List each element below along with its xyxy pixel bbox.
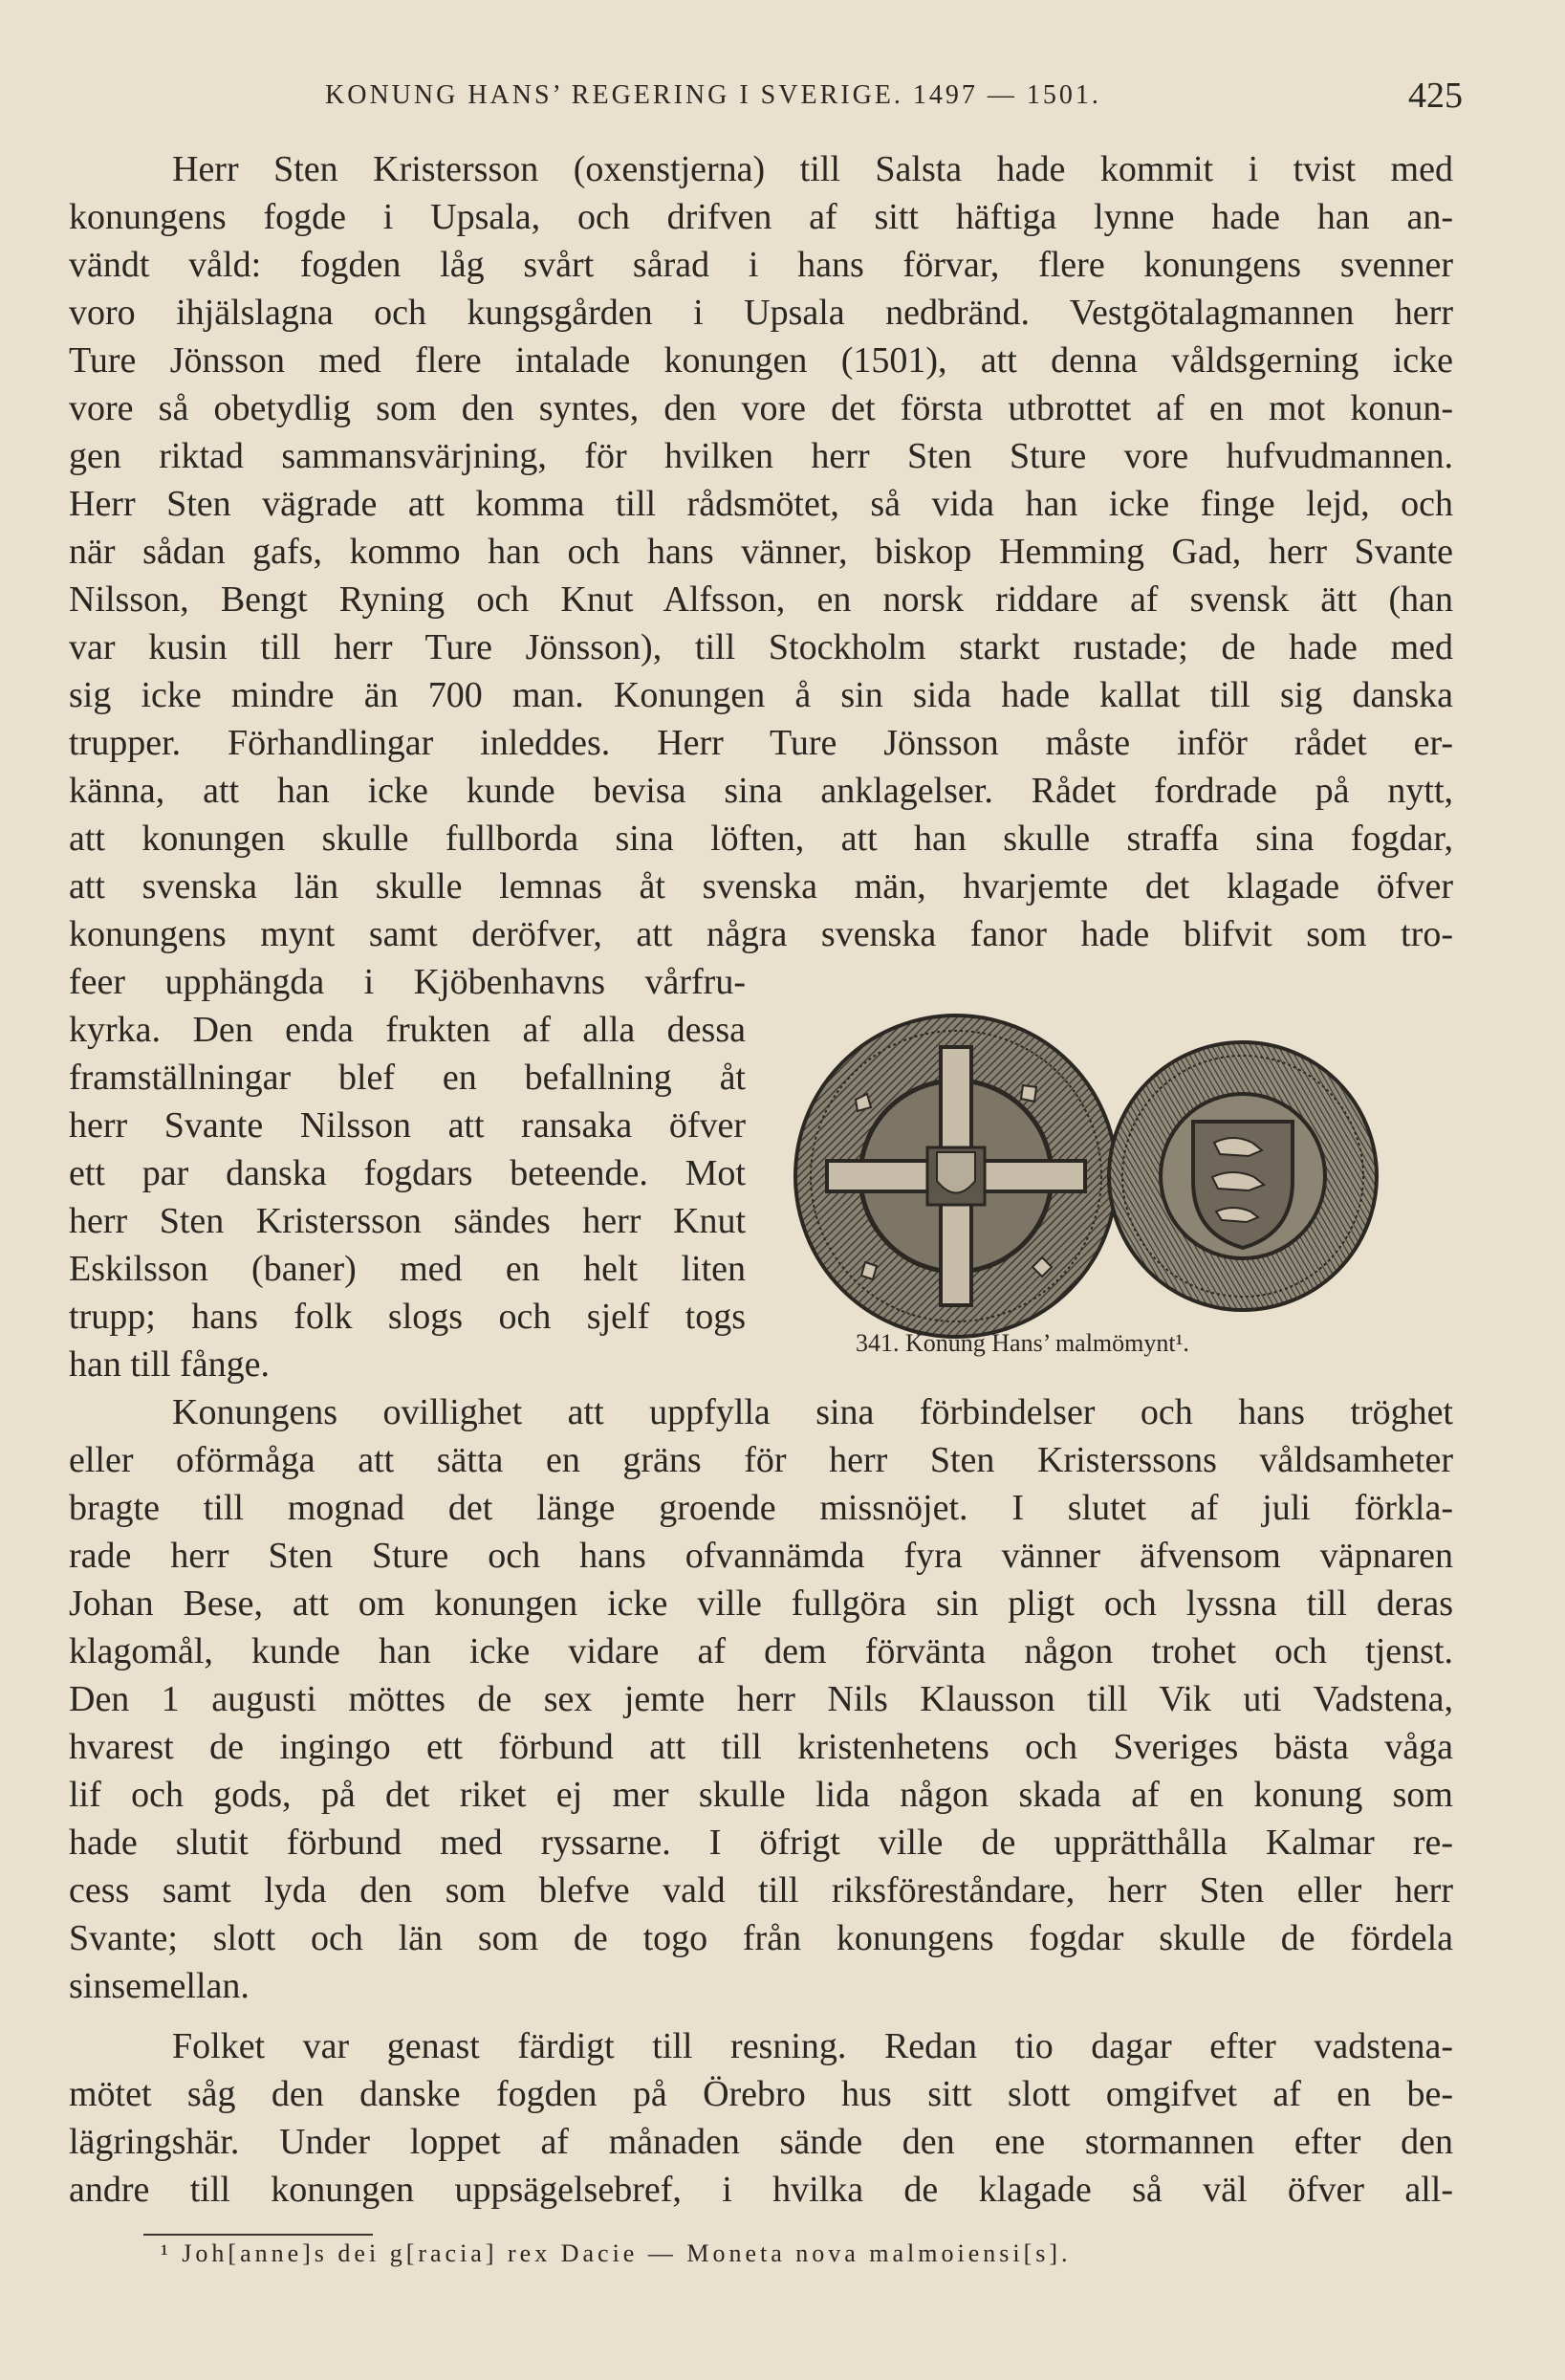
footnote: ¹ Joh[anne]s dei g[racia] rex Dacie — Moneta nova malmoiensi[s]. xyxy=(161,2239,1072,2267)
text-line: när sådan gafs, kommo han och hans vänner, biskop Hemming Gad, herr Svante xyxy=(69,532,1453,572)
text-line: Johan Bese, att om konungen icke ville fullgöra sin pligt och lyssna till deras xyxy=(69,1583,1453,1624)
text-line: hade slutit förbund med ryssarne. I öfrigt ville de upprätthålla Kalmar re- xyxy=(69,1823,1453,1863)
text-line: lägringshär. Under loppet af månaden sände den ene stormannen efter den xyxy=(69,2122,1453,2162)
text-line: kyrka. Den enda frukten af alla dessa xyxy=(69,1010,746,1050)
text-line: eller oförmåga att sätta en gräns för herr Sten Kristerssons våldsamheter xyxy=(69,1440,1453,1480)
text-line: Eskilsson (baner) med en helt liten xyxy=(69,1249,746,1289)
text-line: sig icke mindre än 700 man. Konungen å sin sida hade kallat till sig danska xyxy=(69,675,1453,715)
text-line: ett par danska fogdars beteende. Mot xyxy=(69,1153,746,1193)
text-line: framställningar blef en befallning åt xyxy=(69,1058,746,1098)
text-line: vore så obetydlig som den syntes, den vore det första utbrottet af en mot konun- xyxy=(69,388,1453,428)
text-line: voro ihjälslagna och kungsgården i Upsala nedbränd. Vestgötalagmannen herr xyxy=(69,293,1453,333)
text-line: Konungens ovillighet att uppfylla sina förbindelser och hans tröghet xyxy=(172,1392,1453,1432)
text-line: mötet såg den danske fogden på Örebro hus sitt slott omgifvet af en be- xyxy=(69,2074,1453,2114)
text-line: trupp; hans folk slogs och sjelf togs xyxy=(69,1297,746,1337)
text-line: cess samt lyda den som blefve vald till riksföreståndare, herr Sten eller herr xyxy=(69,1870,1453,1911)
text-line: lif och gods, på det riket ej mer skulle lida någon skada af en konung som xyxy=(69,1775,1453,1815)
page-number: 425 xyxy=(1408,76,1463,116)
text-line: rade herr Sten Sture och hans ofvannämda fyra vänner äfvensom väpnaren xyxy=(69,1536,1453,1576)
coin-obverse xyxy=(795,1015,1117,1337)
text-line: herr Sten Kristersson sändes herr Knut xyxy=(69,1201,746,1241)
text-line: att svenska län skulle lemnas åt svenska män, hvarjemte det klagade öfver xyxy=(69,866,1453,906)
text-line: Herr Sten vägrade att komma till rådsmötet, så vida han icke finge lejd, och xyxy=(69,484,1453,524)
text-line: trupper. Förhandlingar inleddes. Herr Ture Jönsson måste inför rådet er- xyxy=(69,723,1453,763)
text-line: Den 1 augusti möttes de sex jemte herr Nils Klausson till Vik uti Vadstena, xyxy=(69,1679,1453,1719)
text-line: Ture Jönsson med flere intalade konungen (1501), att denna våldsgerning icke xyxy=(69,340,1453,381)
text-line: känna, att han icke kunde bevisa sina anklagelser. Rådet fordrade på nytt, xyxy=(69,771,1453,811)
running-title: KONUNG HANS’ REGERING I SVERIGE. 1497 — 1501. xyxy=(325,80,1101,110)
text-line: Herr Sten Kristersson (oxenstjerna) till Salsta hade kommit i tvist med xyxy=(172,149,1453,189)
coin-reverse xyxy=(1109,1042,1377,1310)
text-line: andre till konungen uppsägelsebref, i hvilka de klagade så väl öfver all- xyxy=(69,2170,1453,2210)
text-line: feer upphängda i Kjöbenhavns vårfru- xyxy=(69,962,746,1002)
coin-illustration xyxy=(765,990,1386,1363)
text-line: han till fånge. xyxy=(69,1344,270,1385)
text-line: konungens fogde i Upsala, och drifven af sitt häftiga lynne hade han an- xyxy=(69,197,1453,237)
text-line: klagomål, kunde han icke vidare af dem förvänta någon trohet och tjenst. xyxy=(69,1631,1453,1671)
text-line: att konungen skulle fullborda sina löften, att han skulle straffa sina fogdar, xyxy=(69,819,1453,859)
text-line: sinsemellan. xyxy=(69,1966,250,2006)
text-line: vändt våld: fogden låg svårt sårad i hans förvar, flere konungens svenner xyxy=(69,245,1453,285)
footnote-rule xyxy=(143,2234,373,2236)
text-line: bragte till mognad det länge groende missnöjet. I slutet af juli förkla- xyxy=(69,1488,1453,1528)
text-line: gen riktad sammansvärjning, för hvilken herr Sten Sture vore hufvudmannen. xyxy=(69,436,1453,476)
text-line: Folket var genast färdigt till resning. Redan tio dagar efter vadstena- xyxy=(172,2026,1453,2066)
text-line: Nilsson, Bengt Ryning och Knut Alfsson, en norsk riddare af svensk ätt (han xyxy=(69,579,1453,620)
text-line: konungens mynt samt deröfver, att några svenska fanor hade blifvit som tro- xyxy=(69,914,1453,954)
text-line: Svante; slott och län som de togo från konungens fogdar skulle de fördela xyxy=(69,1918,1453,1958)
text-line: herr Svante Nilsson att ransaka öfver xyxy=(69,1105,746,1146)
figure-caption: 341. Konung Hans’ malmömynt¹. xyxy=(856,1329,1189,1357)
text-line: var kusin till herr Ture Jönsson), till Stockholm starkt rustade; de hade med xyxy=(69,627,1453,667)
text-line: hvarest de ingingo ett förbund att till kristenhetens och Sveriges bästa våga xyxy=(69,1727,1453,1767)
